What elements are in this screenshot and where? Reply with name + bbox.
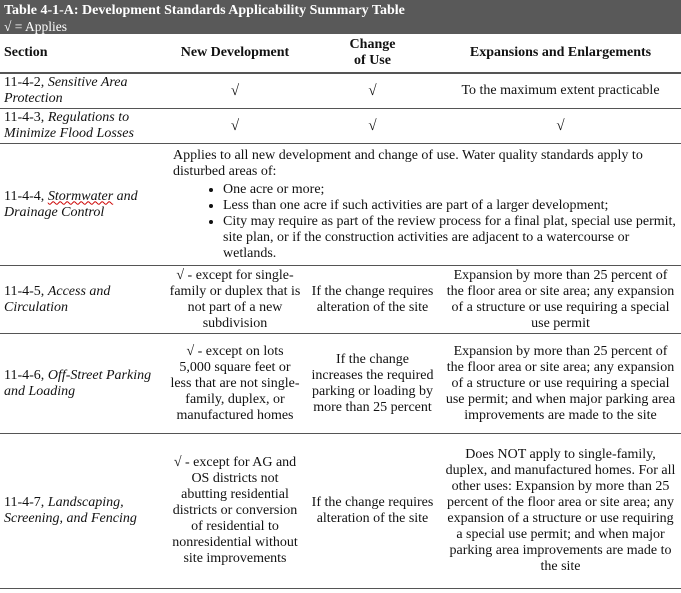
section-number: 11-4-2, <box>4 75 48 90</box>
section-cell <box>0 334 165 434</box>
section-number: 11-4-5, <box>4 283 48 299</box>
section-cell <box>0 109 165 144</box>
expansions-cell: √ <box>440 109 681 144</box>
change-of-use-cell: √ <box>305 109 440 144</box>
header-change-line2: of Use <box>354 53 391 68</box>
table-title: Table 4-1-A: Development Standards Applicability Summary Table <box>4 3 405 18</box>
section-number: 11-4-6, <box>4 367 48 383</box>
expansions-cell: Does NOT apply to single-family, duplex, and manufactured homes. For all other uses: Expansion by more than 25 percent of the floor area or site area; any expansion of a structure or use requiring a special use permit; and when major parking area improvements are made to the site <box>440 434 681 589</box>
section-name: Regulations to Minimize Flood Losses <box>4 110 134 141</box>
section-number: 11-4-3, <box>4 110 48 125</box>
table-row <box>0 144 681 266</box>
section-name: Sensitive Area Protection <box>4 75 128 106</box>
list-item: • City may require as part of the review process for a final plat, special use permit, site plan, or if the construction activities are adjacent to a watercourse or wetlands. <box>223 214 677 262</box>
expansions-cell: Expansion by more than 25 percent of the floor area or site area; any expansion of a structure or use requiring a special use permit <box>440 266 681 334</box>
change-of-use-cell: If the change requires alteration of the site <box>305 266 440 334</box>
new-development-cell: √ <box>165 73 305 109</box>
list-item: • One acre or more; <box>223 182 677 198</box>
section-name: Landscaping, Screening, and Fencing <box>4 495 137 526</box>
applicability-table <box>0 34 681 589</box>
section-name: Off-Street Parking and Loading <box>4 367 152 399</box>
section-name-part: Stormwater <box>47 188 114 204</box>
header-change-of-use <box>305 34 440 73</box>
new-development-cell: √ - except on lots 5,000 square feet or less that are not single-family, duplex, or manufactured homes <box>165 334 305 434</box>
table-title-bar <box>0 0 681 34</box>
new-development-cell: √ - except for AG and OS districts not abutting residential districts or conversion of residential to nonresidential without site improvements <box>165 434 305 589</box>
section-name: Access and Circulation <box>4 283 111 315</box>
change-of-use-cell: If the change increases the required parking or loading by more than 25 percent <box>305 334 440 434</box>
criteria-list <box>173 182 677 262</box>
change-of-use-cell: If the change requires alteration of the site <box>305 434 440 589</box>
section-name-part: and Drainage Control <box>4 188 138 220</box>
new-development-cell: √ - except for single-family or duplex that is not part of a new subdivision <box>165 266 305 334</box>
table-row <box>0 334 681 434</box>
new-development-cell: √ <box>165 109 305 144</box>
section-number: 11-4-7, <box>4 495 48 510</box>
table-row <box>0 266 681 334</box>
expansions-cell: Expansion by more than 25 percent of the floor area or site area; any expansion of a structure or use requiring a special use permit; and when major parking area improvements are made to the site <box>440 334 681 434</box>
section-cell <box>0 266 165 334</box>
combined-intro: Applies to all new development and change of use. Water quality standards apply to disturbed areas of: <box>173 147 643 179</box>
table-row <box>0 434 681 589</box>
combined-applicability-cell <box>165 144 681 266</box>
list-item: • Less than one acre if such activities are part of a larger development; <box>223 198 677 214</box>
section-cell <box>0 73 165 109</box>
table-row <box>0 109 681 144</box>
header-change-line1: Change <box>349 37 396 52</box>
header-expansions: Expansions and Enlargements <box>440 34 681 73</box>
section-number: 11-4-4, <box>4 188 48 204</box>
table-legend: √ = Applies <box>4 19 68 34</box>
header-section: Section <box>0 34 165 73</box>
section-cell <box>0 144 165 266</box>
header-row <box>0 34 681 73</box>
table-row <box>0 73 681 109</box>
expansions-cell: To the maximum extent practicable <box>440 73 681 109</box>
header-new-development: New Development <box>165 34 305 73</box>
section-cell <box>0 434 165 589</box>
change-of-use-cell: √ <box>305 73 440 109</box>
